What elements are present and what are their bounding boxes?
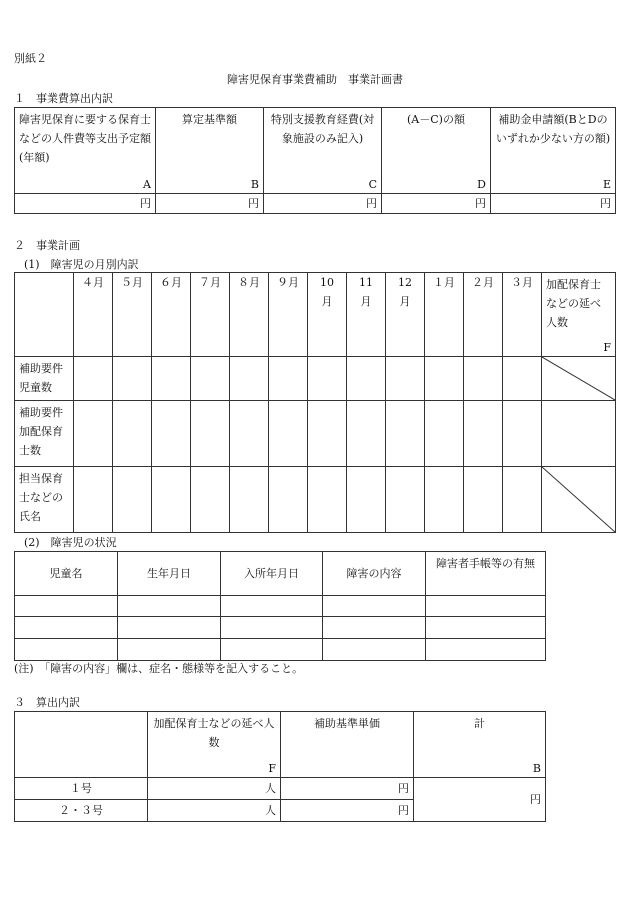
header-persons: 加配保育士などの延べ人数 F bbox=[148, 712, 281, 778]
header-total: 計 B bbox=[414, 712, 546, 778]
child-status-heading: (2) 障害児の状況 bbox=[24, 536, 117, 549]
corner-cell bbox=[15, 712, 148, 778]
calculation-table bbox=[14, 711, 546, 822]
total-value[interactable]: 円 bbox=[414, 778, 546, 822]
crossed-out-cell bbox=[542, 467, 616, 533]
total-staff-header: 加配保育士などの延べ人数 F bbox=[542, 273, 616, 357]
row-label-staff: 補助要件加配保育士数 bbox=[15, 401, 74, 467]
month-header: １月 bbox=[425, 273, 464, 357]
col-a-header: 障害児保育に要する保育士などの人件費等支出予定額(年額) A bbox=[15, 108, 156, 194]
header-disability: 障害の内容 bbox=[323, 552, 426, 596]
col-c-header: 特別支援教育経費(対象施設のみ記入) C bbox=[264, 108, 382, 194]
month-header: 12月 bbox=[386, 273, 425, 357]
crossed-out-cell bbox=[542, 357, 616, 401]
row-label-type1: １号 bbox=[15, 778, 148, 800]
header-admission-date: 入所年月日 bbox=[221, 552, 323, 596]
price-type1[interactable]: 円 bbox=[281, 778, 414, 800]
month-header: 10月 bbox=[308, 273, 347, 357]
col-b-header: 算定基準額 B bbox=[156, 108, 264, 194]
monthly-breakdown-heading: (1) 障害児の月別内訳 bbox=[24, 258, 139, 271]
header-unit-price: 補助基準単価 bbox=[281, 712, 414, 778]
price-type23[interactable]: 円 bbox=[281, 800, 414, 822]
monthly-breakdown-table bbox=[14, 272, 616, 533]
month-header: ９月 bbox=[269, 273, 308, 357]
amount-d[interactable]: 円 bbox=[382, 194, 491, 214]
amount-a[interactable]: 円 bbox=[15, 194, 156, 214]
month-header: ３月 bbox=[503, 273, 542, 357]
amount-e[interactable]: 円 bbox=[491, 194, 616, 214]
corner-cell bbox=[15, 273, 74, 357]
row-label-names: 担当保育士などの氏名 bbox=[15, 467, 74, 533]
col-e-header: 補助金申請額(BとDのいずれか少ない方の額) E bbox=[491, 108, 616, 194]
annex-label: 別紙２ bbox=[14, 52, 47, 65]
month-header: 11月 bbox=[347, 273, 386, 357]
persons-type1[interactable]: 人 bbox=[148, 778, 281, 800]
amount-c[interactable]: 円 bbox=[264, 194, 382, 214]
document-title: 障害児保育事業費補助 事業計画書 bbox=[227, 73, 403, 86]
child-status-table bbox=[14, 551, 546, 661]
col-d-header: (A－C)の額 D bbox=[382, 108, 491, 194]
total-staff-value[interactable] bbox=[542, 401, 616, 467]
persons-type23[interactable]: 人 bbox=[148, 800, 281, 822]
row-label-type23: ２・３号 bbox=[15, 800, 148, 822]
month-header: ６月 bbox=[152, 273, 191, 357]
month-header: ７月 bbox=[191, 273, 230, 357]
month-header: ２月 bbox=[464, 273, 503, 357]
section3-heading: ３ 算出内訳 bbox=[14, 696, 80, 709]
month-header: ４月 bbox=[74, 273, 113, 357]
cost-breakdown-table bbox=[14, 107, 616, 214]
section1-heading: １ 事業費算出内訳 bbox=[14, 92, 113, 105]
amount-b[interactable]: 円 bbox=[156, 194, 264, 214]
header-handbook: 障害者手帳等の有無 bbox=[426, 552, 546, 596]
note: (注) 「障害の内容」欄は、症名・態様等を記入すること。 bbox=[14, 662, 304, 675]
header-birthdate: 生年月日 bbox=[118, 552, 221, 596]
header-child-name: 児童名 bbox=[15, 552, 118, 596]
row-label-children: 補助要件児童数 bbox=[15, 357, 74, 401]
month-header: ８月 bbox=[230, 273, 269, 357]
section2-heading: ２ 事業計画 bbox=[14, 239, 80, 252]
month-header: ５月 bbox=[113, 273, 152, 357]
